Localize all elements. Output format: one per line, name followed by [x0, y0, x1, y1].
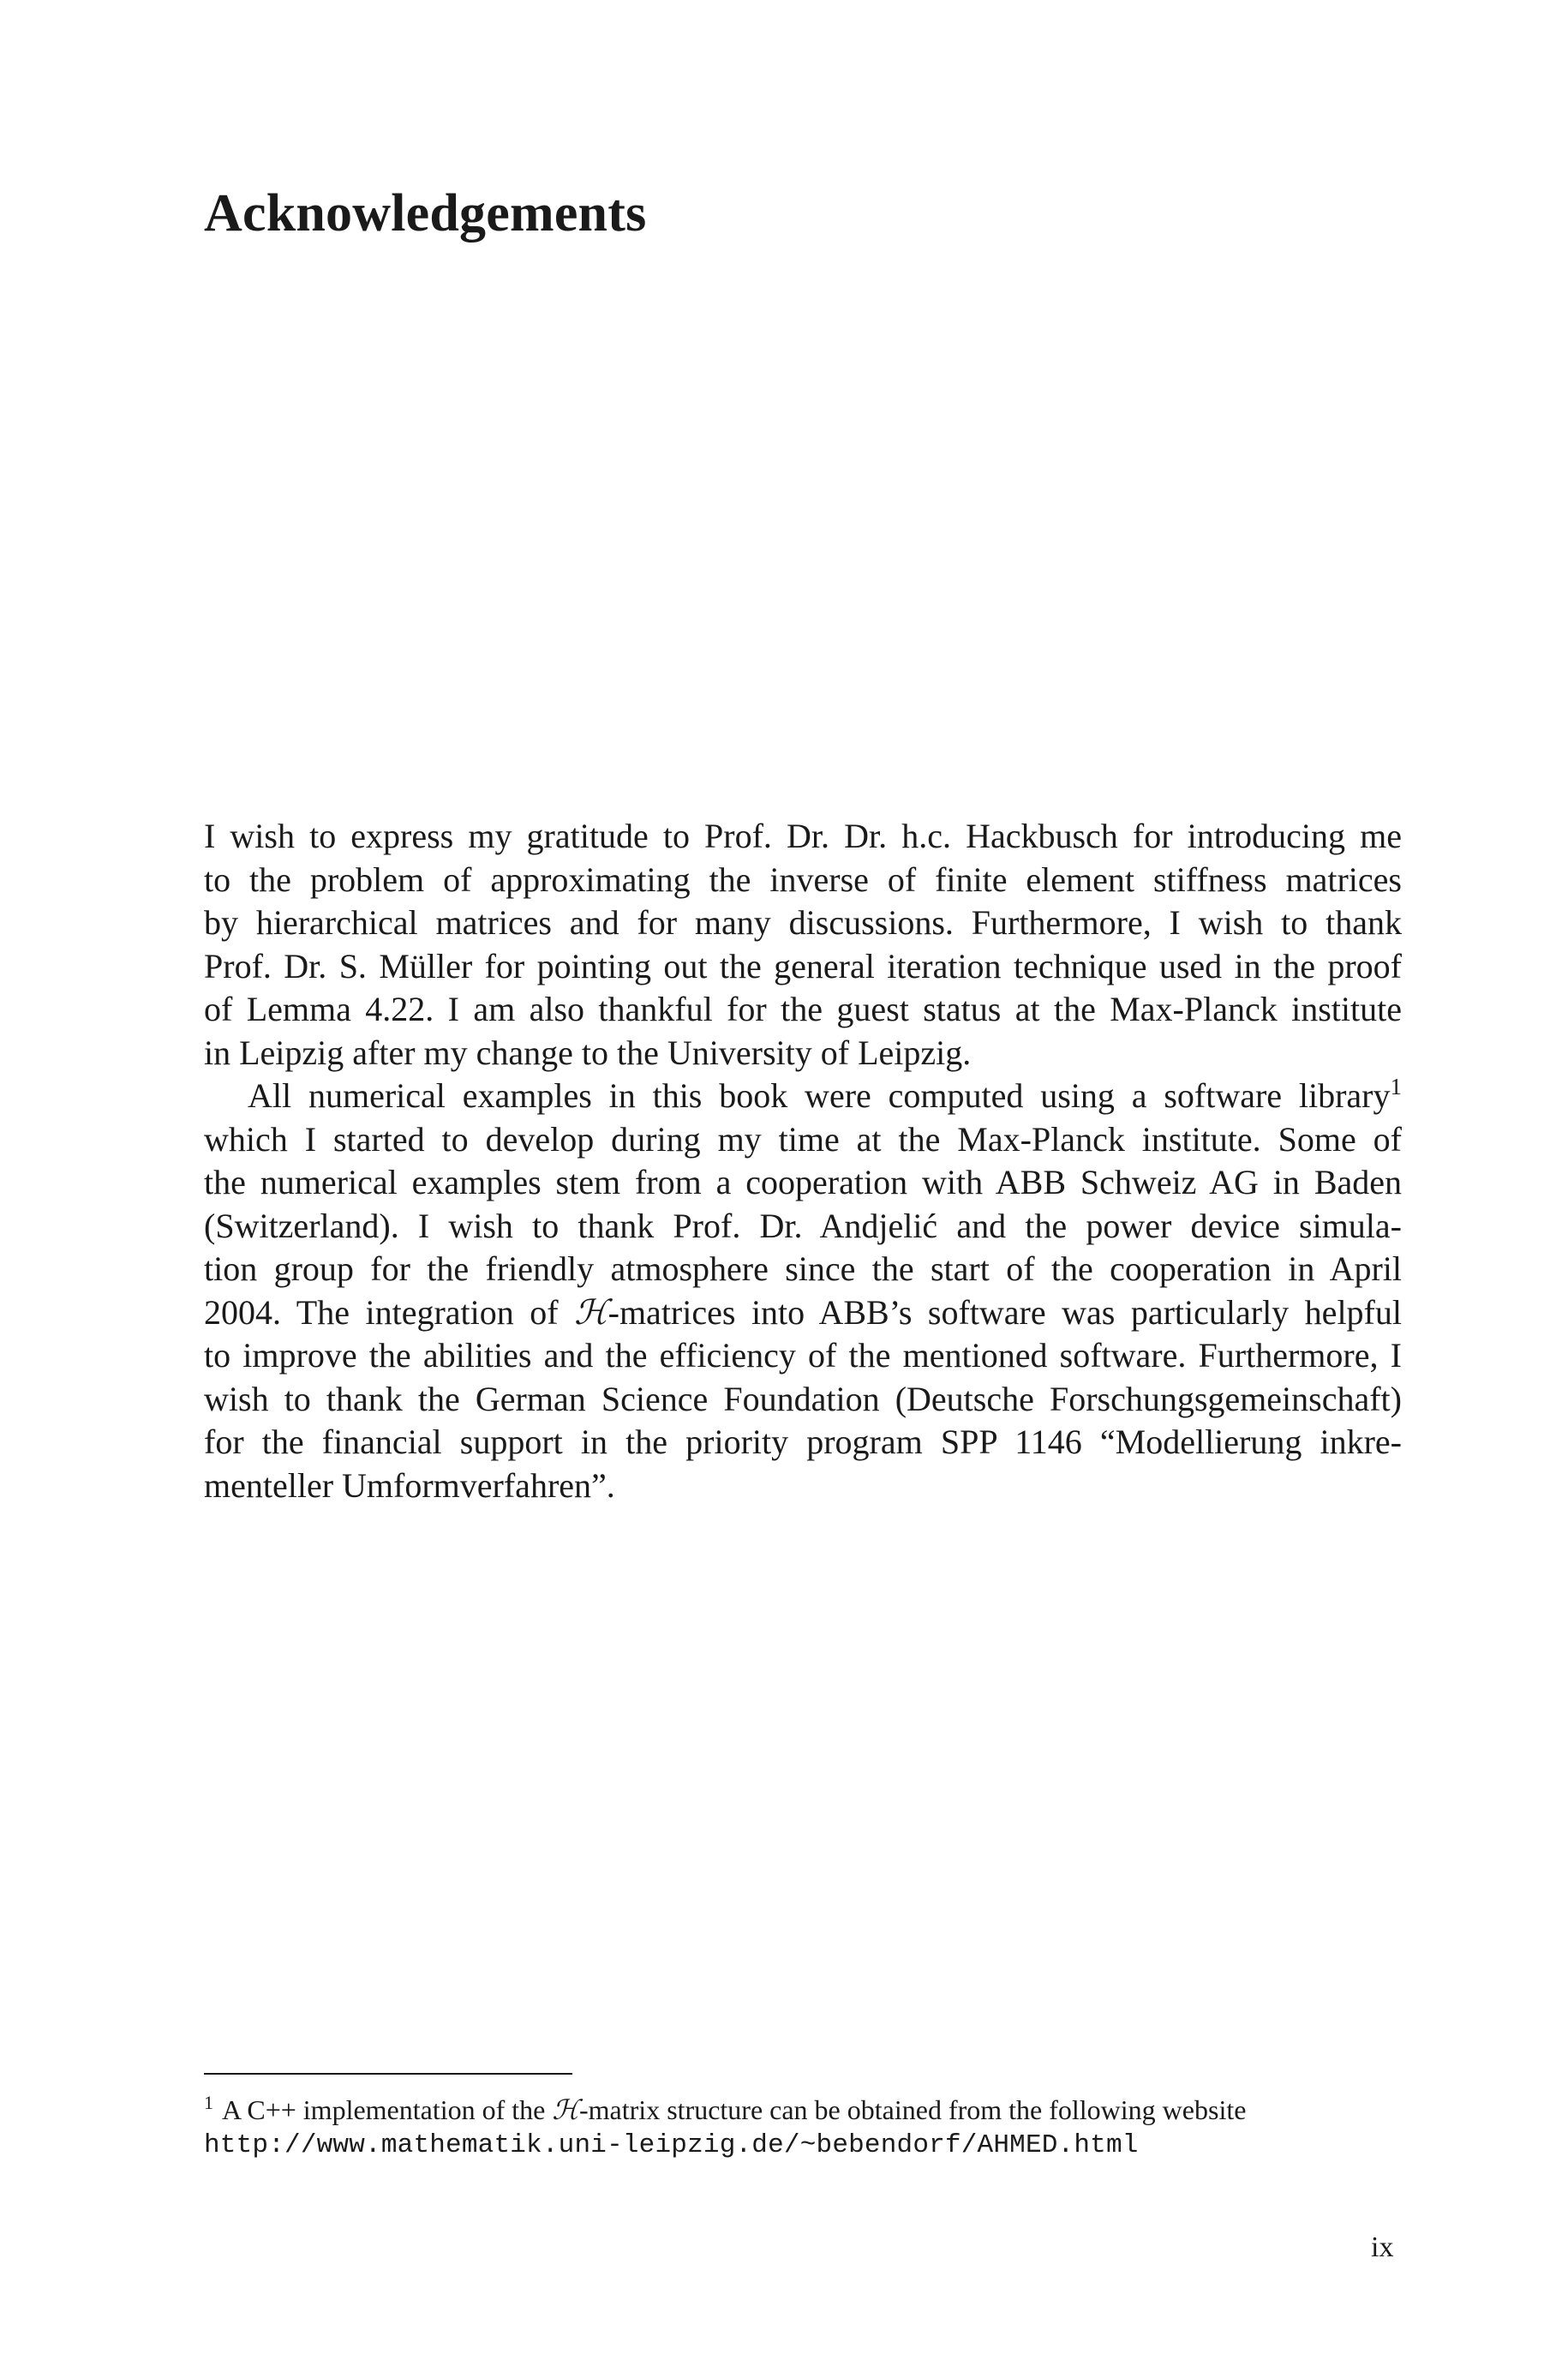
- footnote-text: [204, 2092, 1402, 2128]
- text-segment: A C++ implementation of the: [222, 2094, 553, 2125]
- text-line: wish to thank the German Science Foundation (Deutsche Forschungsgemeinschaft): [204, 1379, 1402, 1418]
- footnote-reference[interactable]: 1: [1390, 1074, 1402, 1099]
- text-line: which I started to develop during my time at the Max-Planck institute. Some of: [204, 1119, 1402, 1159]
- text-line: tion group for the friendly atmosphere since the start of the cooperation in April: [204, 1249, 1402, 1288]
- footnote-url-link[interactable]: http://www.mathematik.uni-leipzig.de/~bebendorf/AHMED.html: [204, 2130, 1139, 2160]
- text-line: to the problem of approximating the inverse of finite element stiffness matrices: [204, 860, 1402, 899]
- text-segment: 2004. The integration of: [204, 1292, 575, 1332]
- text-segment: -matrices into ABB’s software was particularly helpful: [607, 1292, 1402, 1332]
- footnote: [204, 2092, 1402, 2164]
- chapter-heading: Acknowledgements: [204, 184, 647, 243]
- footnote-sentence-start: [204, 2092, 1246, 2128]
- paragraph-1: [204, 815, 1402, 1075]
- h-matrix-symbol: ℋ: [574, 1292, 608, 1333]
- page-number: ix: [1371, 2231, 1394, 2263]
- footnote-rule: [204, 2073, 572, 2075]
- text-line: in Leipzig after my change to the University of Leipzig.: [204, 1033, 972, 1072]
- text-line: Prof. Dr. S. Müller for pointing out the general iteration technique used in the proof: [204, 946, 1402, 985]
- text-line: I wish to express my gratitude to Prof. Dr. Dr. h.c. Hackbusch for introducing me: [204, 817, 1402, 855]
- h-matrix-symbol: ℋ: [552, 2093, 579, 2126]
- text-line: to improve the abilities and the efficiency of the mentioned software. Furthermore, I: [204, 1336, 1402, 1375]
- text-segment: -matrix structure can be obtained from the following website: [579, 2094, 1247, 2125]
- text-segment: All numerical examples in this book were computed using a software library: [248, 1076, 1391, 1115]
- text-line: for the financial support in the priority program SPP 1146 “Modellierung inkre-: [204, 1423, 1402, 1461]
- text-line: [204, 1075, 1402, 1118]
- acknowledgements-body: [204, 815, 1402, 1507]
- text-line: by hierarchical matrices and for many discussions. Furthermore, I wish to thank: [204, 903, 1402, 942]
- text-line: [204, 1291, 1402, 1335]
- text-line: (Switzerland). I wish to thank Prof. Dr. Andjelić and the power device simula-: [204, 1206, 1402, 1245]
- text-line: of Lemma 4.22. I am also thankful for the guest status at the Max-Planck institute: [204, 990, 1402, 1028]
- footnote-mark: 1: [204, 2092, 213, 2113]
- text-line: menteller Umformverfahren”.: [204, 1465, 615, 1505]
- paragraph-2: [204, 1075, 1402, 1507]
- text-line: the numerical examples stem from a cooperation with ABB Schweiz AG in Baden: [204, 1163, 1402, 1201]
